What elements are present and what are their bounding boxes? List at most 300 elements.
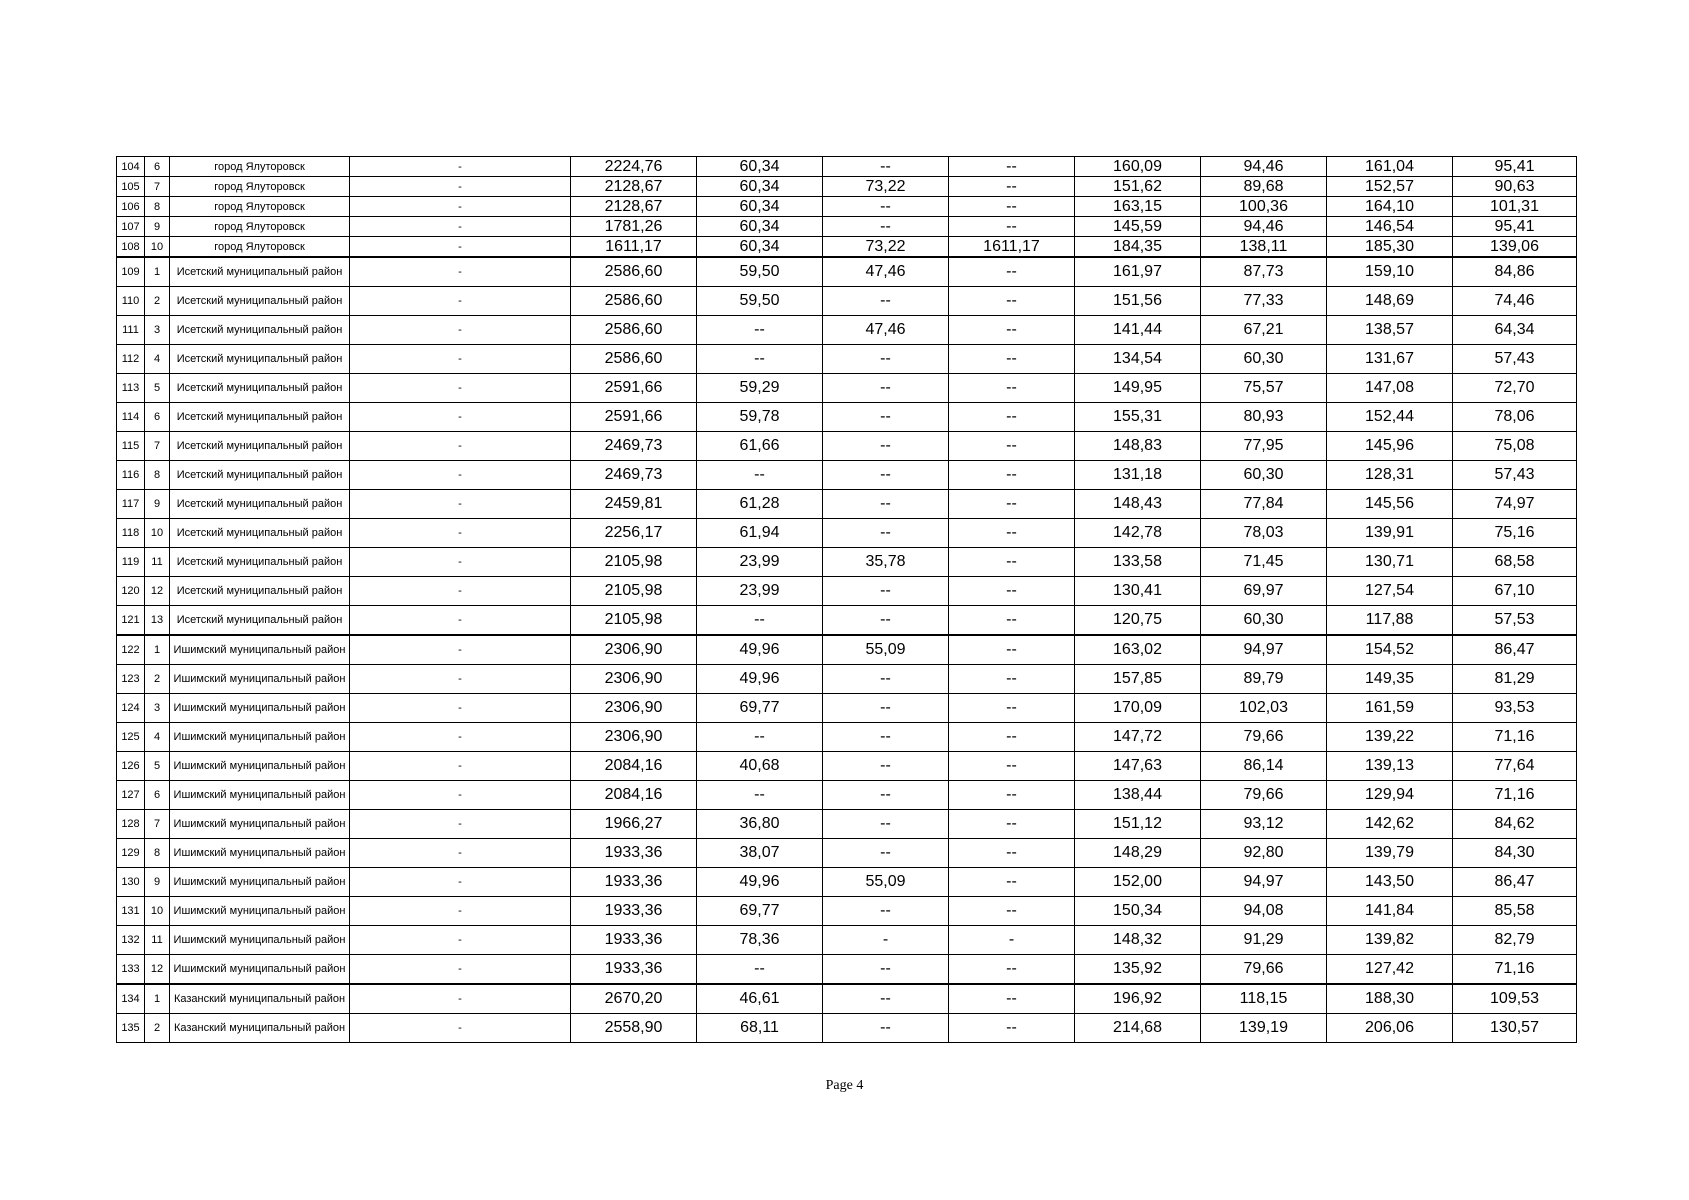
value-cell: -- [949, 197, 1075, 217]
table-row [117, 403, 1577, 432]
value-cell: 164,10 [1327, 197, 1453, 217]
sub-number-cell: 12 [145, 577, 170, 606]
sub-number-cell: 4 [145, 345, 170, 374]
value-cell: -- [823, 157, 949, 177]
value-cell: 67,10 [1453, 577, 1577, 606]
row-number-cell: 125 [117, 723, 145, 752]
value-cell: 196,92 [1075, 984, 1201, 1014]
value-cell: -- [823, 665, 949, 694]
municipality-name: город Ялуторовск [214, 220, 305, 233]
value-cell: 128,31 [1327, 461, 1453, 490]
value-cell: 60,34 [697, 197, 823, 217]
municipality-name: Ишимский муниципальный район [173, 847, 346, 859]
value-cell: 60,30 [1201, 345, 1327, 374]
value-cell: -- [823, 217, 949, 237]
value-cell: 36,80 [697, 810, 823, 839]
value-cell: 77,33 [1201, 287, 1327, 316]
sub-number-cell: 4 [145, 723, 170, 752]
value-cell: -- [949, 1014, 1075, 1043]
sub-number-cell: 12 [145, 955, 170, 985]
value-cell: 157,85 [1075, 665, 1201, 694]
value-cell: -- [949, 694, 1075, 723]
municipality-name: Исетский муниципальный район [176, 411, 343, 423]
code-cell: - [350, 810, 571, 839]
value-cell: 68,58 [1453, 548, 1577, 577]
municipality-cell [170, 955, 350, 985]
table-row [117, 577, 1577, 606]
value-cell: 60,30 [1201, 461, 1327, 490]
value-cell: 141,44 [1075, 316, 1201, 345]
value-cell: -- [949, 217, 1075, 237]
value-cell: 1611,17 [949, 237, 1075, 258]
sub-number-cell: 3 [145, 694, 170, 723]
value-cell: -- [823, 897, 949, 926]
value-cell: 163,15 [1075, 197, 1201, 217]
municipality-cell [170, 781, 350, 810]
value-cell: 57,43 [1453, 461, 1577, 490]
municipality-cell [170, 839, 350, 868]
value-cell: 69,77 [697, 694, 823, 723]
municipality-cell [170, 606, 350, 636]
value-cell: 49,96 [697, 868, 823, 897]
row-number-cell: 118 [117, 519, 145, 548]
value-cell: 94,08 [1201, 897, 1327, 926]
value-cell: 55,09 [823, 635, 949, 665]
value-cell: 2306,90 [571, 723, 697, 752]
row-number-cell: 108 [117, 237, 145, 258]
value-cell: 1966,27 [571, 810, 697, 839]
row-number-cell: 111 [117, 316, 145, 345]
value-cell: 2256,17 [571, 519, 697, 548]
row-number-cell: 116 [117, 461, 145, 490]
value-cell: 142,78 [1075, 519, 1201, 548]
value-cell: 139,79 [1327, 839, 1453, 868]
row-number-cell: 112 [117, 345, 145, 374]
value-cell: -- [949, 461, 1075, 490]
municipality-cell [170, 237, 350, 258]
value-cell: 2105,98 [571, 606, 697, 636]
code-cell: - [350, 374, 571, 403]
row-number-cell: 105 [117, 177, 145, 197]
row-number-cell: 115 [117, 432, 145, 461]
value-cell: -- [823, 781, 949, 810]
value-cell: 160,09 [1075, 157, 1201, 177]
value-cell: 69,77 [697, 897, 823, 926]
value-cell: -- [823, 810, 949, 839]
code-cell: - [350, 694, 571, 723]
value-cell: 2128,67 [571, 197, 697, 217]
value-cell: 127,54 [1327, 577, 1453, 606]
table-row [117, 1014, 1577, 1043]
sub-number-cell: 7 [145, 810, 170, 839]
table-row [117, 984, 1577, 1014]
value-cell: -- [949, 810, 1075, 839]
municipality-cell [170, 287, 350, 316]
row-number-cell: 117 [117, 490, 145, 519]
municipality-name: Исетский муниципальный район [176, 266, 343, 278]
value-cell: 47,46 [823, 257, 949, 287]
value-cell: 75,16 [1453, 519, 1577, 548]
value-cell: 23,99 [697, 577, 823, 606]
sub-number-cell: 6 [145, 781, 170, 810]
value-cell: 1933,36 [571, 897, 697, 926]
value-cell: -- [949, 723, 1075, 752]
row-number-cell: 126 [117, 752, 145, 781]
value-cell: 60,34 [697, 237, 823, 258]
code-cell: - [350, 752, 571, 781]
value-cell: -- [697, 723, 823, 752]
value-cell: 40,68 [697, 752, 823, 781]
value-cell: 57,53 [1453, 606, 1577, 636]
value-cell: 129,94 [1327, 781, 1453, 810]
code-cell: - [350, 316, 571, 345]
table-row [117, 723, 1577, 752]
value-cell: 94,46 [1201, 157, 1327, 177]
code-cell: - [350, 345, 571, 374]
value-cell: 101,31 [1453, 197, 1577, 217]
value-cell: -- [823, 432, 949, 461]
municipality-name: Ишимский муниципальный район [173, 731, 346, 743]
table-row [117, 461, 1577, 490]
municipality-cell [170, 752, 350, 781]
code-cell: - [350, 237, 571, 258]
municipality-name: Ишимский муниципальный район [173, 818, 346, 830]
municipality-cell [170, 432, 350, 461]
row-number-cell: 107 [117, 217, 145, 237]
value-cell: 93,12 [1201, 810, 1327, 839]
value-cell: 161,04 [1327, 157, 1453, 177]
value-cell: -- [949, 868, 1075, 897]
value-cell: 139,22 [1327, 723, 1453, 752]
value-cell: -- [949, 177, 1075, 197]
value-cell: 57,43 [1453, 345, 1577, 374]
value-cell: 155,31 [1075, 403, 1201, 432]
municipality-name: Исетский муниципальный район [176, 614, 343, 626]
value-cell: 148,43 [1075, 490, 1201, 519]
value-cell: -- [697, 316, 823, 345]
value-cell: -- [949, 490, 1075, 519]
table-row [117, 519, 1577, 548]
value-cell: 68,11 [697, 1014, 823, 1043]
value-cell: -- [823, 606, 949, 636]
value-cell: 131,67 [1327, 345, 1453, 374]
value-cell: -- [823, 345, 949, 374]
tariff-table-container [116, 156, 1576, 1043]
code-cell: - [350, 490, 571, 519]
table-row [117, 868, 1577, 897]
municipality-cell [170, 897, 350, 926]
value-cell: -- [949, 606, 1075, 636]
value-cell: 87,73 [1201, 257, 1327, 287]
value-cell: -- [949, 577, 1075, 606]
value-cell: 2105,98 [571, 548, 697, 577]
value-cell: -- [949, 548, 1075, 577]
value-cell: 73,22 [823, 237, 949, 258]
municipality-cell [170, 490, 350, 519]
code-cell: - [350, 287, 571, 316]
value-cell: 130,57 [1453, 1014, 1577, 1043]
value-cell: 145,56 [1327, 490, 1453, 519]
value-cell: 206,06 [1327, 1014, 1453, 1043]
sub-number-cell: 11 [145, 548, 170, 577]
code-cell: - [350, 723, 571, 752]
municipality-name: Ишимский муниципальный район [173, 760, 346, 772]
value-cell: -- [823, 752, 949, 781]
municipality-cell [170, 345, 350, 374]
table-row [117, 177, 1577, 197]
value-cell: -- [949, 665, 1075, 694]
value-cell: 147,63 [1075, 752, 1201, 781]
value-cell: 60,34 [697, 157, 823, 177]
municipality-name: Ишимский муниципальный район [173, 905, 346, 917]
value-cell: 2586,60 [571, 316, 697, 345]
municipality-cell [170, 548, 350, 577]
sub-number-cell: 1 [145, 257, 170, 287]
value-cell: 2670,20 [571, 984, 697, 1014]
row-number-cell: 110 [117, 287, 145, 316]
value-cell: -- [949, 157, 1075, 177]
value-cell: -- [823, 984, 949, 1014]
value-cell: 118,15 [1201, 984, 1327, 1014]
value-cell: -- [823, 577, 949, 606]
value-cell: 159,10 [1327, 257, 1453, 287]
municipality-cell [170, 810, 350, 839]
value-cell: 1781,26 [571, 217, 697, 237]
value-cell: 38,07 [697, 839, 823, 868]
value-cell: 152,00 [1075, 868, 1201, 897]
sub-number-cell: 2 [145, 1014, 170, 1043]
sub-number-cell: 10 [145, 897, 170, 926]
value-cell: 188,30 [1327, 984, 1453, 1014]
sub-number-cell: 5 [145, 752, 170, 781]
municipality-cell [170, 157, 350, 177]
value-cell: 130,41 [1075, 577, 1201, 606]
row-number-cell: 131 [117, 897, 145, 926]
municipality-cell [170, 926, 350, 955]
value-cell: 2224,76 [571, 157, 697, 177]
value-cell: 75,08 [1453, 432, 1577, 461]
municipality-name: Исетский муниципальный район [176, 382, 343, 394]
code-cell: - [350, 897, 571, 926]
value-cell: 67,21 [1201, 316, 1327, 345]
sub-number-cell: 10 [145, 237, 170, 258]
municipality-cell [170, 403, 350, 432]
municipality-cell [170, 635, 350, 665]
value-cell: 139,06 [1453, 237, 1577, 258]
value-cell: 148,29 [1075, 839, 1201, 868]
municipality-cell [170, 1014, 350, 1043]
value-cell: 135,92 [1075, 955, 1201, 985]
table-row [117, 345, 1577, 374]
value-cell: -- [823, 287, 949, 316]
municipality-cell [170, 197, 350, 217]
table-row [117, 781, 1577, 810]
value-cell: 152,44 [1327, 403, 1453, 432]
code-cell: - [350, 955, 571, 985]
table-row [117, 237, 1577, 258]
tariff-table [116, 156, 1577, 1043]
value-cell: 134,54 [1075, 345, 1201, 374]
value-cell: -- [949, 374, 1075, 403]
municipality-name: город Ялуторовск [214, 240, 305, 253]
code-cell: - [350, 519, 571, 548]
value-cell: 89,79 [1201, 665, 1327, 694]
value-cell: 59,50 [697, 287, 823, 316]
code-cell: - [350, 926, 571, 955]
row-number-cell: 113 [117, 374, 145, 403]
value-cell: 139,91 [1327, 519, 1453, 548]
value-cell: 152,57 [1327, 177, 1453, 197]
municipality-name: город Ялуторовск [214, 180, 305, 193]
municipality-name: Исетский муниципальный район [176, 324, 343, 336]
table-row [117, 432, 1577, 461]
row-number-cell: 127 [117, 781, 145, 810]
value-cell: 170,09 [1075, 694, 1201, 723]
value-cell: 72,70 [1453, 374, 1577, 403]
value-cell: 139,13 [1327, 752, 1453, 781]
value-cell: 1933,36 [571, 839, 697, 868]
value-cell: 81,29 [1453, 665, 1577, 694]
municipality-name: Ишимский муниципальный район [173, 702, 346, 714]
value-cell: 71,16 [1453, 955, 1577, 985]
value-cell: 64,34 [1453, 316, 1577, 345]
municipality-name: Исетский муниципальный район [176, 585, 343, 597]
value-cell: -- [949, 839, 1075, 868]
table-row [117, 548, 1577, 577]
value-cell: 84,30 [1453, 839, 1577, 868]
sub-number-cell: 6 [145, 157, 170, 177]
table-row [117, 316, 1577, 345]
row-number-cell: 120 [117, 577, 145, 606]
value-cell: 102,03 [1201, 694, 1327, 723]
value-cell: 86,14 [1201, 752, 1327, 781]
row-number-cell: 122 [117, 635, 145, 665]
value-cell: -- [823, 955, 949, 985]
municipality-name: Исетский муниципальный район [176, 527, 343, 539]
value-cell: -- [949, 781, 1075, 810]
value-cell: 161,97 [1075, 257, 1201, 287]
municipality-name: город Ялуторовск [214, 200, 305, 213]
row-number-cell: 114 [117, 403, 145, 432]
row-number-cell: 135 [117, 1014, 145, 1043]
value-cell: 78,03 [1201, 519, 1327, 548]
value-cell: 86,47 [1453, 868, 1577, 897]
municipality-name: Исетский муниципальный район [176, 440, 343, 452]
code-cell: - [350, 197, 571, 217]
value-cell: 1933,36 [571, 955, 697, 985]
value-cell: 120,75 [1075, 606, 1201, 636]
row-number-cell: 104 [117, 157, 145, 177]
value-cell: -- [949, 287, 1075, 316]
value-cell: 139,82 [1327, 926, 1453, 955]
code-cell: - [350, 403, 571, 432]
sub-number-cell: 7 [145, 432, 170, 461]
value-cell: 77,84 [1201, 490, 1327, 519]
value-cell: -- [949, 519, 1075, 548]
value-cell: 138,57 [1327, 316, 1453, 345]
value-cell: 1933,36 [571, 926, 697, 955]
value-cell: 35,78 [823, 548, 949, 577]
sub-number-cell: 13 [145, 606, 170, 636]
value-cell: 93,53 [1453, 694, 1577, 723]
row-number-cell: 130 [117, 868, 145, 897]
municipality-cell [170, 461, 350, 490]
value-cell: 149,95 [1075, 374, 1201, 403]
municipality-cell [170, 257, 350, 287]
value-cell: 2586,60 [571, 257, 697, 287]
value-cell: 94,97 [1201, 635, 1327, 665]
value-cell: -- [697, 606, 823, 636]
value-cell: 59,50 [697, 257, 823, 287]
value-cell: 61,66 [697, 432, 823, 461]
value-cell: 139,19 [1201, 1014, 1327, 1043]
sub-number-cell: 11 [145, 926, 170, 955]
value-cell: 60,30 [1201, 606, 1327, 636]
value-cell: -- [949, 316, 1075, 345]
value-cell: 78,06 [1453, 403, 1577, 432]
table-row [117, 926, 1577, 955]
value-cell: 61,28 [697, 490, 823, 519]
sub-number-cell: 9 [145, 868, 170, 897]
municipality-cell [170, 868, 350, 897]
municipality-cell [170, 577, 350, 606]
municipality-cell [170, 665, 350, 694]
value-cell: 150,34 [1075, 897, 1201, 926]
value-cell: 71,16 [1453, 781, 1577, 810]
value-cell: 79,66 [1201, 955, 1327, 985]
row-number-cell: 106 [117, 197, 145, 217]
value-cell: 23,99 [697, 548, 823, 577]
table-row [117, 287, 1577, 316]
value-cell: 151,62 [1075, 177, 1201, 197]
table-row [117, 752, 1577, 781]
value-cell: -- [949, 955, 1075, 985]
value-cell: -- [823, 1014, 949, 1043]
page-number: Page 4 [825, 1078, 864, 1093]
value-cell: 2586,60 [571, 345, 697, 374]
sub-number-cell: 7 [145, 177, 170, 197]
table-row [117, 810, 1577, 839]
value-cell: -- [697, 781, 823, 810]
value-cell: -- [949, 257, 1075, 287]
table-row [117, 839, 1577, 868]
sub-number-cell: 6 [145, 403, 170, 432]
value-cell: 71,16 [1453, 723, 1577, 752]
value-cell: 79,66 [1201, 723, 1327, 752]
value-cell: 85,58 [1453, 897, 1577, 926]
value-cell: 79,66 [1201, 781, 1327, 810]
sub-number-cell: 5 [145, 374, 170, 403]
value-cell: 133,58 [1075, 548, 1201, 577]
value-cell: 60,34 [697, 217, 823, 237]
municipality-name: Ишимский муниципальный район [173, 876, 346, 888]
value-cell: 163,02 [1075, 635, 1201, 665]
value-cell: -- [823, 694, 949, 723]
table-body [117, 157, 1577, 1043]
value-cell: -- [823, 374, 949, 403]
value-cell: 78,36 [697, 926, 823, 955]
municipality-cell [170, 217, 350, 237]
code-cell: - [350, 984, 571, 1014]
value-cell: 185,30 [1327, 237, 1453, 258]
value-cell: 142,62 [1327, 810, 1453, 839]
value-cell: 184,35 [1075, 237, 1201, 258]
value-cell: -- [697, 345, 823, 374]
value-cell: 95,41 [1453, 157, 1577, 177]
sub-number-cell: 10 [145, 519, 170, 548]
value-cell: 2306,90 [571, 665, 697, 694]
code-cell: - [350, 157, 571, 177]
